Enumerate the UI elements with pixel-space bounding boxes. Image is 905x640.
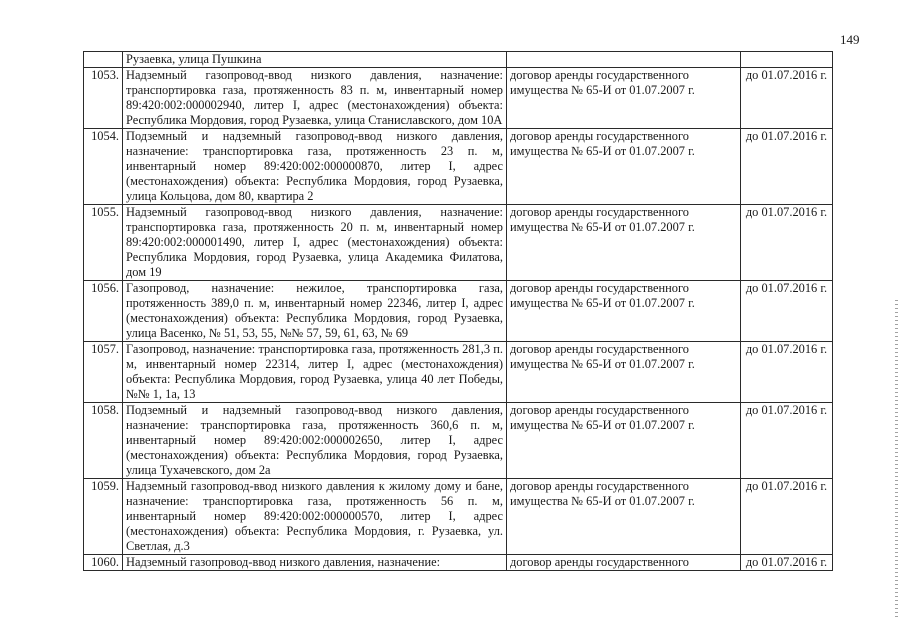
object-description: Подземный и надземный газопровод-ввод низкого давления, назначение: транспортировка газа, протяженность 360,6 п. м, инвентарный номер 89:420:002:000002650, литер I, адрес (местонахождения) объекта: Республика Мордовия, город Рузаевка, улица Тухачевского, дом 2а (123, 403, 507, 479)
term: до 01.07.2016 г. (741, 342, 833, 403)
row-number: 1055. (84, 205, 123, 281)
object-description: Подземный и надземный газопровод-ввод низкого давления, назначение: транспортировка газа, протяженность 23 п. м, инвентарный номер 89:420:002:000000870, литер I, адрес (местонахождения) объекта: Республика Мордовия, город Рузаевка, улица Кольцова, дом 80, квартира 2 (123, 129, 507, 205)
table-row (84, 68, 833, 129)
legal-basis: договор аренды государственного имущества № 65-И от 01.07.2007 г. (507, 479, 741, 555)
table-row (84, 281, 833, 342)
object-description: Надземный газопровод-ввод низкого давления, назначение: транспортировка газа, протяженность 83 п. м, инвентарный номер 89:420:002:000002940, литер I, адрес (местонахождения) объекта: Республика Мордовия, город Рузаевка, улица Станиславского, дом 10А (123, 68, 507, 129)
row-number: 1059. (84, 479, 123, 555)
row-number: 1053. (84, 68, 123, 129)
table-row (84, 479, 833, 555)
registry-body (84, 52, 833, 571)
legal-basis: договор аренды государственного имущества № 65-И от 01.07.2007 г. (507, 68, 741, 129)
term: до 01.07.2016 г. (741, 555, 833, 571)
term: до 01.07.2016 г. (741, 479, 833, 555)
legal-basis: договор аренды государственного имущества № 65-И от 01.07.2007 г. (507, 281, 741, 342)
page-number: 149 (840, 32, 860, 47)
object-description: Газопровод, назначение: транспортировка газа, протяженность 281,3 п. м, инвентарный номер 22314, литер I, адрес (местонахождения) объекта: Республика Мордовия, город Рузаевка, улица 40 лет Победы, №№ 1, 1а, 13 (123, 342, 507, 403)
object-description: Рузаевка, улица Пушкина (123, 52, 507, 68)
continuation-row (84, 52, 833, 68)
term (741, 52, 833, 68)
table-row (84, 205, 833, 281)
term: до 01.07.2016 г. (741, 129, 833, 205)
object-description: Надземный газопровод-ввод низкого давления, назначение: транспортировка газа, протяженность 20 п. м, инвентарный номер 89:420:002:000001490, литер I, адрес (местонахождения) объекта: Республика Мордовия, город Рузаевка, улица Академика Филатова, дом 19 (123, 205, 507, 281)
row-number: 1058. (84, 403, 123, 479)
term: до 01.07.2016 г. (741, 205, 833, 281)
legal-basis (507, 52, 741, 68)
table-row (84, 403, 833, 479)
term: до 01.07.2016 г. (741, 403, 833, 479)
object-description: Надземный газопровод-ввод низкого давления к жилому дому и бане, назначение: транспортировка газа, протяженность 56 п. м, инвентарный номер 89:420:002:000000570, литер I, адрес (местонахождения) объекта: Республика Мордовия, г. Рузаевка, ул. Светлая, д.3 (123, 479, 507, 555)
row-number: 1060. (84, 555, 123, 571)
scan-edge-marks (895, 300, 898, 620)
row-number: 1056. (84, 281, 123, 342)
object-description: Надземный газопровод-ввод низкого давления, назначение: (123, 555, 507, 571)
legal-basis: договор аренды государственного имущества № 65-И от 01.07.2007 г. (507, 129, 741, 205)
legal-basis: договор аренды государственного имущества № 65-И от 01.07.2007 г. (507, 205, 741, 281)
row-number: 1054. (84, 129, 123, 205)
truncated-row (84, 555, 833, 571)
row-number: 1057. (84, 342, 123, 403)
object-description: Газопровод, назначение: нежилое, транспортировка газа, протяженность 389,0 п. м, инвентарный номер 22346, литер I, адрес (местонахождения) объекта: Республика Мордовия, город Рузаевка, улица Васенко, № 51, 53, 55, №№ 57, 59, 61, 63, № 69 (123, 281, 507, 342)
term: до 01.07.2016 г. (741, 68, 833, 129)
legal-basis: договор аренды государственного имущества № 65-И от 01.07.2007 г. (507, 342, 741, 403)
property-registry-table (83, 51, 833, 571)
row-number (84, 52, 123, 68)
table-row (84, 129, 833, 205)
table-row (84, 342, 833, 403)
term: до 01.07.2016 г. (741, 281, 833, 342)
legal-basis: договор аренды государственного имущества № 65-И от 01.07.2007 г. (507, 403, 741, 479)
legal-basis: договор аренды государственного (507, 555, 741, 571)
